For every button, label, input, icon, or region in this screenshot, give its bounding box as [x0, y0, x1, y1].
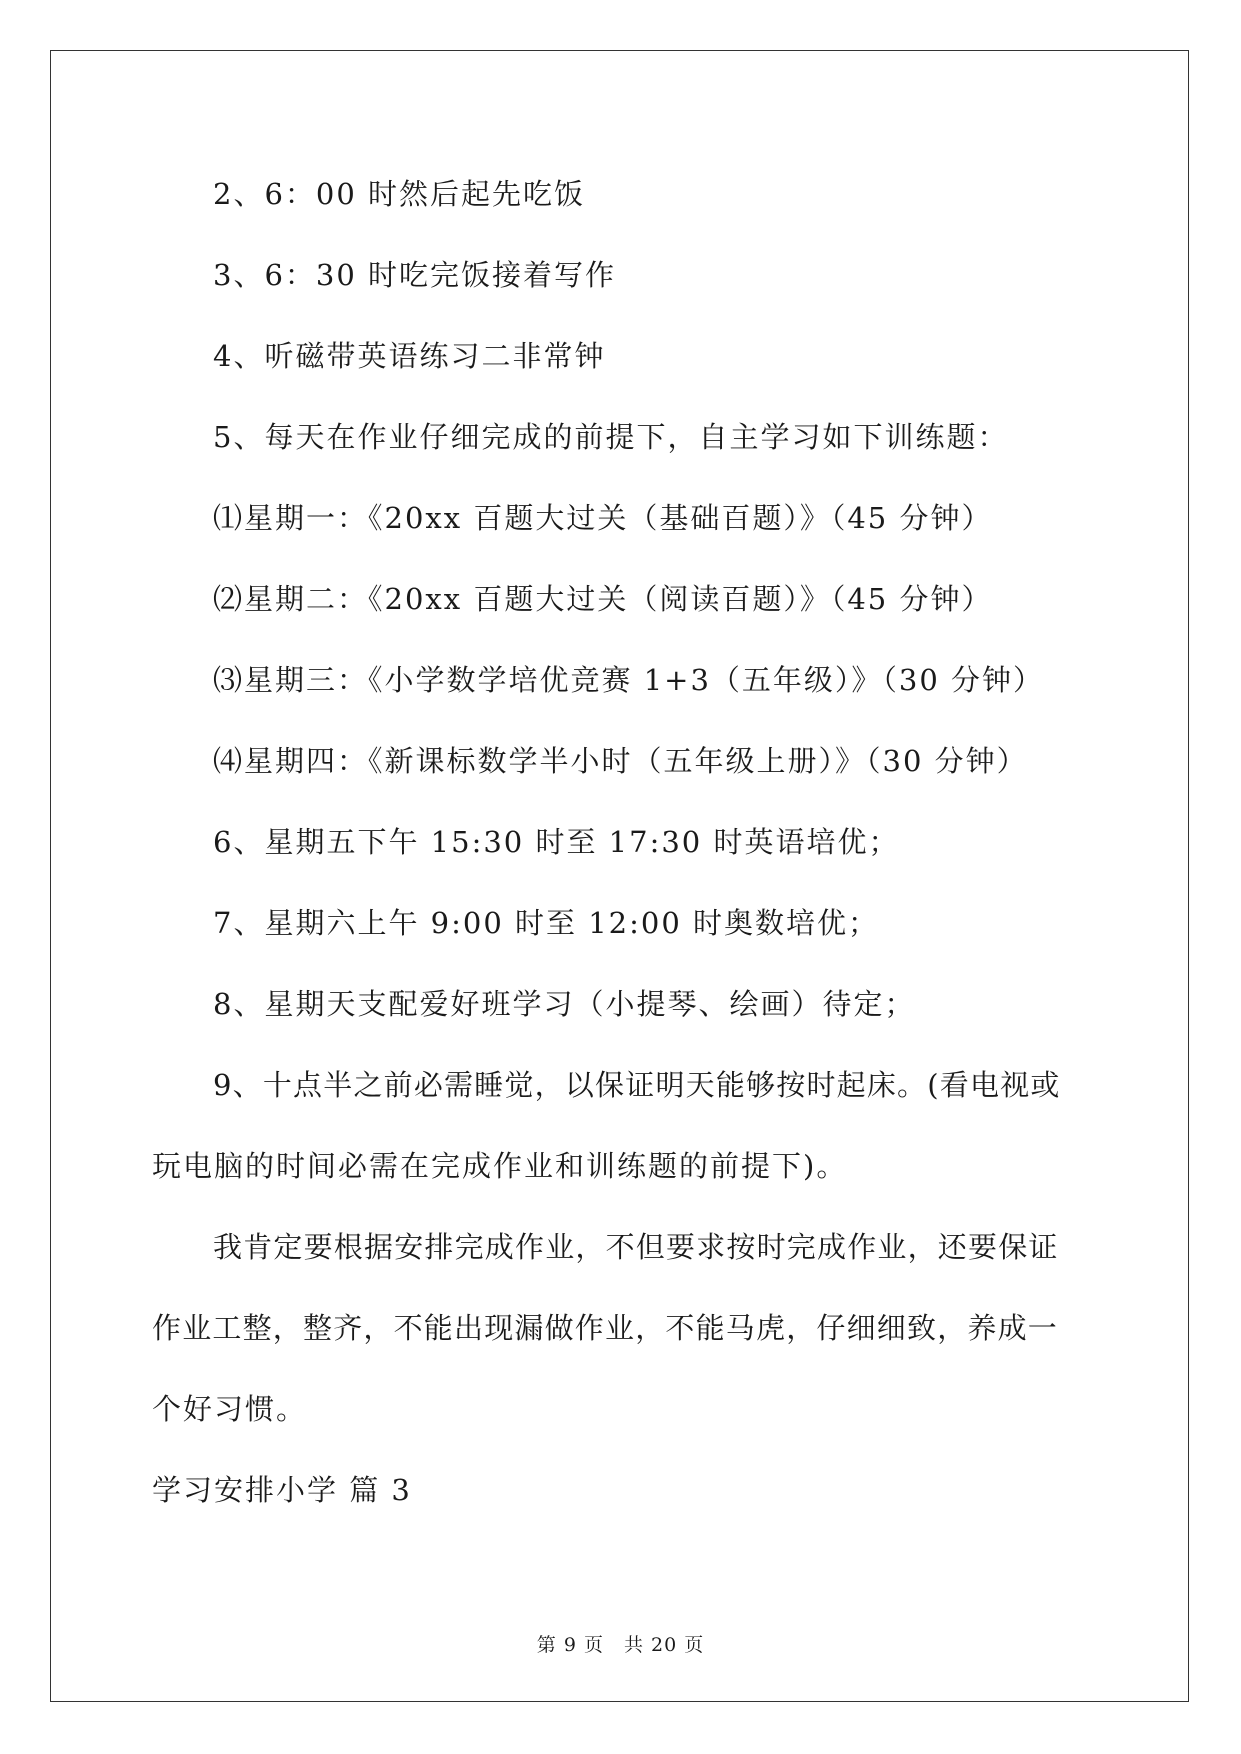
- list-item-9-line-1: 9、十点半之前必需睡觉，以保证明天能够按时起床。(看电视或: [213, 1068, 1061, 1102]
- list-item: 7、星期六上午 9:00 时至 12:00 时奥数培优；: [213, 906, 880, 940]
- list-item: ⑴星期一：《20xx 百题大过关（基础百题）》（45 分钟）: [213, 501, 993, 535]
- list-item: 6、星期五下午 15:30 时至 17:30 时英语培优；: [213, 825, 900, 859]
- list-item: ⑵星期二：《20xx 百题大过关（阅读百题）》（45 分钟）: [213, 582, 993, 616]
- list-item: ⑶星期三：《小学数学培优竞赛 1+3（五年级）》（30 分钟）: [213, 663, 1045, 697]
- list-item: 2、6：00 时然后起先吃饭: [213, 177, 586, 211]
- page-border: [50, 50, 1189, 1702]
- list-item: 8、星期天支配爱好班学习（小提琴、绘画）待定；: [213, 987, 916, 1021]
- closing-paragraph-line-1: 我肯定要根据安排完成作业，不但要求按时完成作业，还要保证: [213, 1230, 1059, 1264]
- list-item: 4、听磁带英语练习二非常钟: [213, 339, 606, 373]
- page-number: 第 9 页 共 20 页: [536, 1634, 705, 1656]
- section-heading: 学习安排小学 篇 3: [152, 1473, 412, 1507]
- closing-paragraph-line-3: 个好习惯。: [152, 1392, 308, 1426]
- list-item-9-line-2: 玩电脑的时间必需在完成作业和训练题的前提下)。: [152, 1149, 848, 1183]
- closing-paragraph-line-2: 作业工整，整齐，不能出现漏做作业，不能马虎，仔细细致，养成一: [152, 1311, 1059, 1345]
- list-item: 5、每天在作业仔细完成的前提下，自主学习如下训练题：: [213, 420, 1009, 454]
- list-item: 3、6：30 时吃完饭接着写作: [213, 258, 617, 292]
- list-item: ⑷星期四：《新课标数学半小时（五年级上册）》（30 分钟）: [213, 744, 1028, 778]
